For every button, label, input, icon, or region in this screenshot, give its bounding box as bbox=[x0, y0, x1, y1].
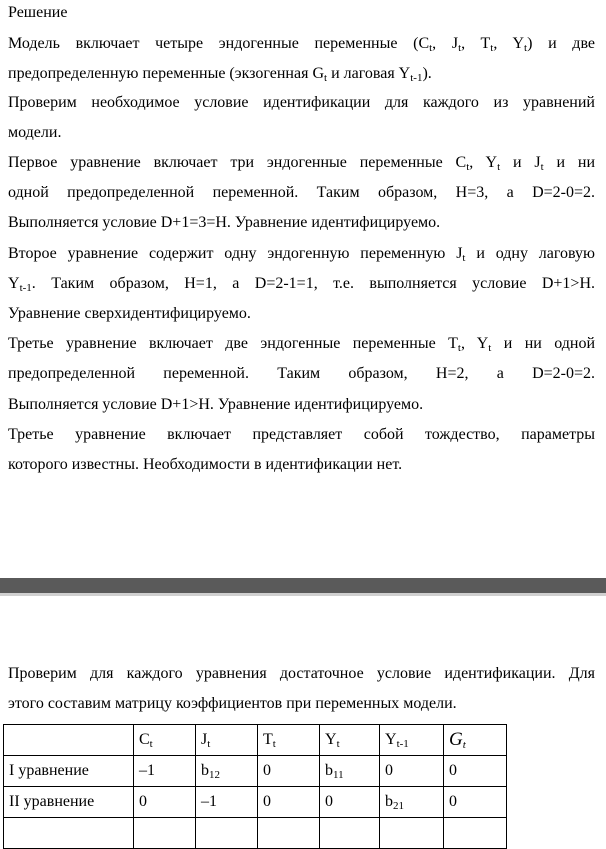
coefficient-matrix-table bbox=[3, 724, 507, 849]
table-cell bbox=[444, 818, 507, 849]
table-cell bbox=[258, 818, 320, 849]
table-cell: 0 bbox=[320, 787, 380, 818]
paragraph-4-line-2: $Y_{t-1}$. Таким образом, H=1, а D=2-1=1, т.е. выполняется условие D+1>H. bbox=[8, 275, 595, 294]
table-cell: 0 bbox=[134, 787, 196, 818]
table-cell bbox=[380, 818, 444, 849]
paragraph-2-line-2: модели. bbox=[8, 124, 62, 141]
paragraph-7-line-2: этого составим матрицу коэффициентов при переменных модели. bbox=[8, 695, 457, 712]
table-row bbox=[4, 787, 507, 818]
paragraph-3-line-1: Первое уравнение включает три эндогенные переменные $C_t$, $Y_t$ и $J_t$ и ни bbox=[8, 154, 596, 173]
table-cell: 0 bbox=[380, 756, 444, 787]
paragraph-4-line-3: Уравнение сверхидентифицируемо. bbox=[8, 305, 251, 322]
header-cell: $T_t$ bbox=[258, 725, 320, 756]
table-cell: $b_{11}$ bbox=[320, 756, 380, 787]
row-label: II уравнение bbox=[4, 787, 134, 818]
paragraph-1-line-2: предопределенную переменные (экзогенная $G_t$ и лаговая $Y_{t-1}$). bbox=[8, 65, 432, 84]
header-cell: $J_t$ bbox=[196, 725, 258, 756]
page-separator bbox=[0, 578, 606, 593]
table-cell: $b_{21}$ bbox=[380, 787, 444, 818]
paragraph-1-line-1: Модель включает четыре эндогенные переменные ($C_t$, $J_t$, $T_t$, $Y_t$) и две bbox=[8, 35, 595, 54]
row-label: I уравнение bbox=[4, 756, 134, 787]
table-row bbox=[4, 756, 507, 787]
table-cell bbox=[196, 818, 258, 849]
paragraph-3-line-3: Выполняется условие D+1=3=H. Уравнение идентифицируемо. bbox=[8, 214, 441, 231]
header-cell: $Y_t$ bbox=[320, 725, 380, 756]
paragraph-3-line-2: одной предопределенной переменной. Таким образом, H=3, а D=2-0=2. bbox=[8, 184, 595, 201]
paragraph-5-line-2: предопределенной переменной. Таким образом, H=2, а D=2-0=2. bbox=[8, 365, 595, 382]
table-cell: 0 bbox=[444, 756, 507, 787]
header-cell: $G_t$ bbox=[444, 725, 507, 756]
table-cell: –1 bbox=[196, 787, 258, 818]
paragraph-4-line-1: Второе уравнение содержит одну эндогенную переменную $J_t$ и одну лаговую bbox=[8, 245, 595, 264]
header-cell: $C_t$ bbox=[134, 725, 196, 756]
table-cell: 0 bbox=[258, 787, 320, 818]
table-cell: 0 bbox=[444, 787, 507, 818]
paragraph-6-line-1: Третье уравнение включает представляет собой тождество, параметры bbox=[8, 426, 595, 443]
paragraph-6-line-2: которого известны. Необходимости в идентификации нет. bbox=[8, 456, 403, 473]
page-separator-shadow bbox=[0, 593, 606, 596]
table-cell bbox=[4, 818, 134, 849]
section-title: Решение bbox=[8, 4, 68, 21]
table-cell: 0 bbox=[258, 756, 320, 787]
table-cell bbox=[134, 818, 196, 849]
header-cell: $Y_{t-1}$ bbox=[380, 725, 444, 756]
paragraph-7-line-1: Проверим для каждого уравнения достаточное условие идентификации. Для bbox=[8, 665, 595, 682]
paragraph-5-line-1: Третье уравнение включает две эндогенные переменные $T_t$, $Y_t$ и ни одной bbox=[8, 335, 596, 354]
table-header-row bbox=[4, 725, 507, 756]
table-cell: $b_{12}$ bbox=[196, 756, 258, 787]
header-cell-empty bbox=[4, 725, 134, 756]
table-cell: –1 bbox=[134, 756, 196, 787]
paragraph-5-line-3: Выполняется условие D+1>H. Уравнение идентифицируемо. bbox=[8, 396, 424, 413]
table-cell bbox=[320, 818, 380, 849]
table-row-partial bbox=[4, 818, 507, 849]
paragraph-2-line-1: Проверим необходимое условие идентификации для каждого из уравнений bbox=[8, 94, 595, 111]
